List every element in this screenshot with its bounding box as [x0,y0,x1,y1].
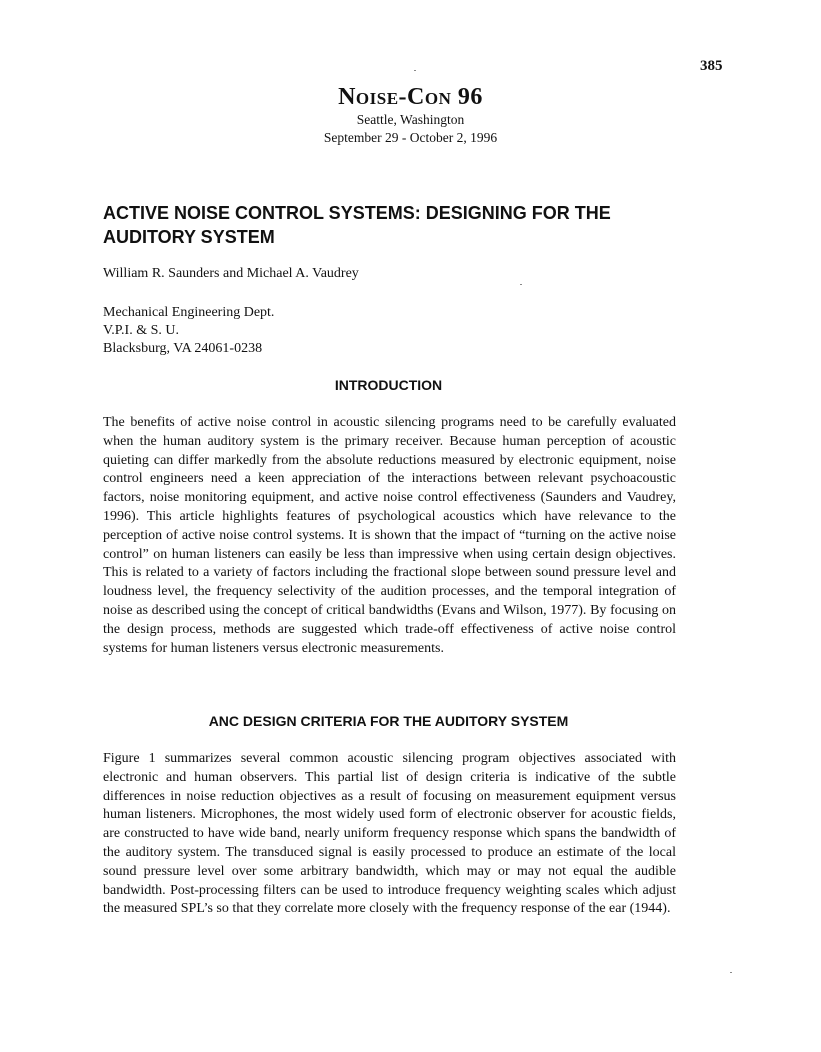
conference-title: Noise-Con 96 [338,84,483,110]
paper-title: ACTIVE NOISE CONTROL SYSTEMS: DESIGNING FOR THE AUDITORY SYSTEM [103,203,611,247]
anc-design-heading: ANC DESIGN CRITERIA FOR THE AUDITORY SYSTEM [208,713,569,729]
anc-design-paragraph: Figure 1 summarizes several common acoustic silencing program objectives associated with electronic and human observers. This partial list of design criteria is indicative of the subtle differences in noise reduction objectives as a result of focusing on measurement equipment versus human listeners. Microphones, the most widely used form of electronic observer for acoustic fields, are constructed to have wide band, nearly uniform frequency response which spans the bandwidth of the auditory system. The transduced signal is easily processed to produce an estimate of the local sound pressure level over some arbitrary bandwidth, which may or may not equal the audible bandwidth. Post-processing filters can be used to introduce frequency weighting scales which adjust the measured SPL’s so that they correlate more closely with the frequency response of the ear (1944). [103,751,676,917]
introduction-paragraph: The benefits of active noise control in acoustic silencing programs need to be carefully evaluated when the human auditory system is the primary receiver. Because human perception of acoustic quieting can differ markedly from the absolute reductions measured by electronic equipment, noise control engineers need a keen appreciation of the interactions between relevant psychoacoustic factors, noise monitoring equipment, and active noise control effectiveness (Saunders and Vaudrey, 1996). This article highlights features of psychological acoustics which have relevance to the perception of active noise control systems. It is shown that the impact of “turning on the active noise control” on human listeners can easily be less than impressive when using certain design objectives. This is related to a variety of factors including the fractional slope between sound pressure level and loudness level, the frequency selectivity of the audition processes, and the temporal integration of noise as described using the concept of critical bandwidths (Evans and Wilson, 1977). By focusing on the design process, methods are suggested which trade-off effectiveness of active noise control systems for human listeners versus electronic measurements. [103,415,676,656]
scan-speck [414,70,416,71]
conference-location: Seattle, Washington [356,112,465,127]
scan-speck [520,284,522,285]
affiliation-institution: V.P.I. & S. U. [103,323,179,338]
conference-header [0,84,821,147]
paper-authors: William R. Saunders and Michael A. Vaudrey [103,266,359,281]
scan-speck [730,972,732,973]
affiliation-department: Mechanical Engineering Dept. [103,305,275,320]
introduction-heading: INTRODUCTION [334,377,443,393]
author-affiliation [103,304,274,358]
conference-dates: September 29 - October 2, 1996 [323,130,498,145]
page-number: 385 [700,58,723,74]
affiliation-address: Blacksburg, VA 24061-0238 [103,341,263,356]
